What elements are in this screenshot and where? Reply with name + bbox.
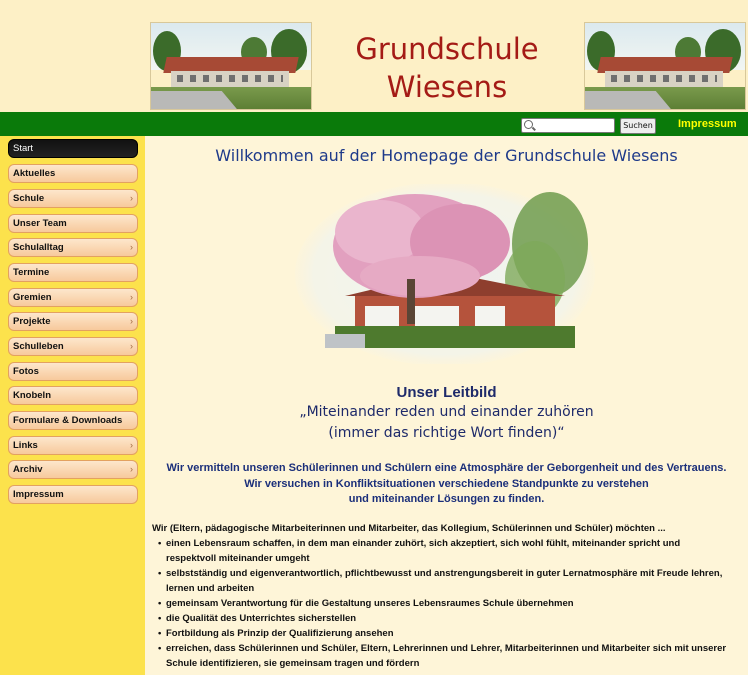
leitbild-quote-line2: (immer das richtige Wort finden)“ (328, 425, 565, 441)
nav-item-knobeln[interactable]: Knobeln (8, 386, 138, 405)
list-item: • selbstständig und eigenverantwortlich, pflichtbewusst und anstrengungsbereit in guter Lernatmosphäre mit Freude lehren, lernen und arbeiten (158, 566, 732, 596)
chevron-right-icon: › (130, 316, 133, 326)
list-item: • die Qualität des Unterrichtes sicherstellen (158, 611, 732, 626)
goals-list (152, 536, 732, 671)
nav-item-links[interactable]: Links › (8, 436, 138, 455)
nav-item-gremien[interactable]: Gremien › (8, 288, 138, 307)
search-input[interactable] (521, 118, 615, 133)
chevron-right-icon: › (130, 464, 133, 474)
leitbild-heading: Unser Leitbild (396, 384, 497, 401)
goals-intro: Wir (Eltern, pädagogische Mitarbeiterinnen und Mitarbeiter, das Kollegium, Schülerinnen und Schüler) möchten ... (152, 523, 666, 534)
search-icon (524, 120, 533, 129)
main-content (145, 136, 748, 675)
chevron-right-icon: › (130, 242, 133, 252)
nav-item-formulare-downloads[interactable]: Formulare & Downloads (8, 411, 138, 430)
lead-line1: Wir vermitteln unseren Schülerinnen und Schülern eine Atmosphäre der Geborgenheit und des Vertrauens. (166, 462, 727, 474)
nav-item-schule[interactable]: Schule › (8, 189, 138, 208)
sidebar-nav (0, 136, 145, 675)
nav-item-archiv[interactable]: Archiv › (8, 460, 138, 479)
lead-line2: Wir versuchen in Konfliktsituationen verschiedene Standpunkte zu verstehen (244, 478, 649, 490)
list-item: • gemeinsam Verantwortung für die Gestaltung unseres Lebensraumes Schule übernehmen (158, 596, 732, 611)
nav-item-schulleben[interactable]: Schulleben › (8, 337, 138, 356)
nav-item-aktuelles[interactable]: Aktuelles (8, 164, 138, 183)
site-title: Grundschule Wiesens (355, 32, 539, 104)
impressum-link[interactable]: Impressum (678, 118, 737, 130)
chevron-right-icon: › (130, 341, 133, 351)
search-button[interactable]: Suchen (620, 118, 656, 134)
nav-item-termine[interactable]: Termine (8, 263, 138, 282)
school-photo-right (584, 22, 746, 110)
nav-item-fotos[interactable]: Fotos (8, 362, 138, 381)
header (0, 0, 748, 112)
leitbild-quote-line1: „Miteinander reden und einander zuhören (299, 404, 594, 420)
list-item: • erreichen, dass Schülerinnen und Schüler, Eltern, Lehrerinnen und Lehrer, Mitarbeiterinnen und Mitarbeiter sich mit unserer Schule identifizieren, sie gemeinsam tragen und fördern (158, 641, 732, 671)
list-item: • Fortbildung als Prinzip der Qualifizierung ansehen (158, 626, 732, 641)
lead-line3: und miteinander Lösungen zu finden. (348, 493, 545, 505)
nav-item-start[interactable]: Start (8, 139, 138, 158)
list-item: • einen Lebensraum schaffen, in dem man einander zuhört, sich akzeptiert, sich wohl fühlt, miteinander spricht und respektvoll miteinander umgeht (158, 536, 732, 566)
nav-item-unser-team[interactable]: Unser Team (8, 214, 138, 233)
school-blossom-photo (295, 184, 595, 364)
page-title: Willkommen auf der Homepage der Grundschule Wiesens (215, 146, 678, 165)
chevron-right-icon: › (130, 292, 133, 302)
nav-item-schulalltag[interactable]: Schulalltag › (8, 238, 138, 257)
leitbild-goals (152, 521, 732, 671)
chevron-right-icon: › (130, 193, 133, 203)
school-photo-left (150, 22, 312, 110)
chevron-right-icon: › (130, 440, 133, 450)
nav-item-projekte[interactable]: Projekte › (8, 312, 138, 331)
nav-item-impressum[interactable]: Impressum (8, 485, 138, 504)
